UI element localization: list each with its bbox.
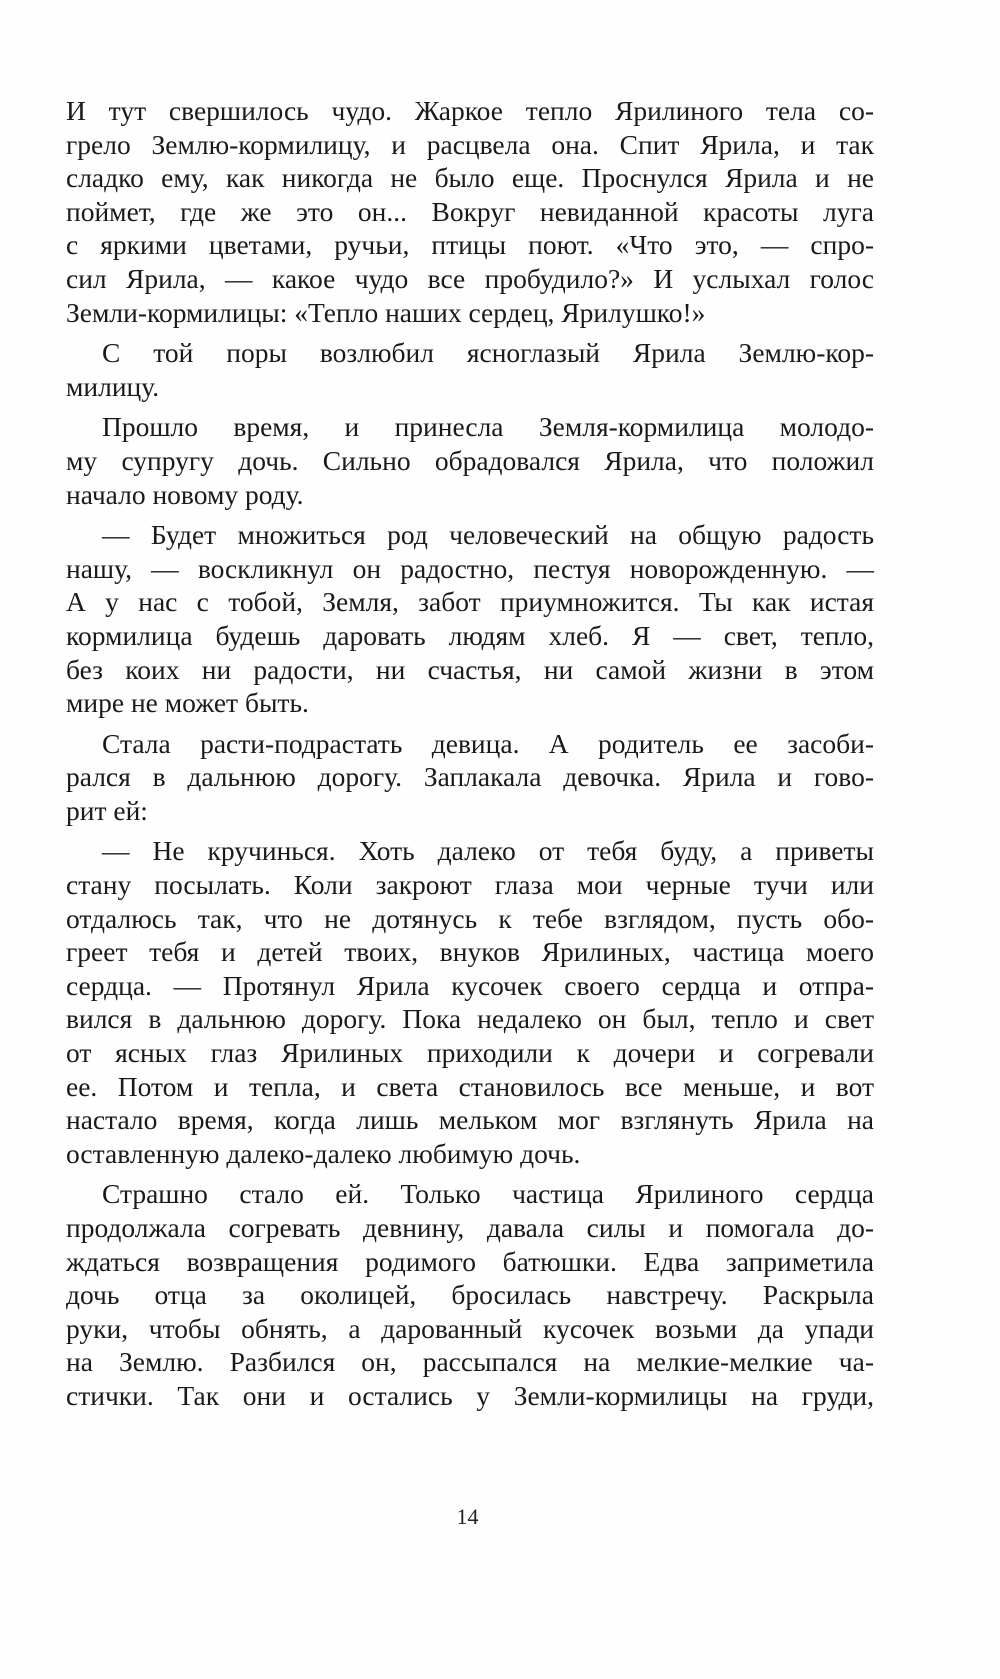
text-line: на Землю. Разбился он, рассыпался на мелкие-мелкие ча- xyxy=(66,1346,874,1378)
paragraph xyxy=(66,518,874,720)
text-line: настало время, когда лишь мельком мог взглянуть Ярила на xyxy=(66,1104,874,1136)
text-line: продолжала согревать девнину, давала силы и помогала до- xyxy=(66,1212,874,1243)
paragraph-gap xyxy=(66,329,874,336)
paragraph-gap xyxy=(66,720,874,727)
text-line: Прошло время, и принесла Земля-кормилица молодо- xyxy=(102,411,874,443)
paragraph xyxy=(66,727,874,828)
paragraph xyxy=(66,410,874,511)
paragraph xyxy=(66,834,874,1170)
text-line: сил Ярила, — какое чудо все пробудило?» И услыхал голос xyxy=(66,262,874,294)
text-line: рит ей: xyxy=(66,794,148,826)
text-line: сладко ему, как никогда не было еще. Проснулся Ярила и не xyxy=(66,162,874,194)
text-line: вился в дальнюю дорогу. Пока недалеко он был, тепло и свет xyxy=(66,1003,874,1035)
paragraph-gap xyxy=(66,511,874,518)
text-line: с яркими цветами, ручьи, птицы поют. «Что это, — спро- xyxy=(66,229,874,261)
text-line: кормилица будешь даровать людям хлеб. Я — свет, тепло, xyxy=(66,619,874,651)
text-line: дочь отца за околицей, бросилась навстречу. Раскрыла xyxy=(66,1279,874,1311)
text-line: от ясных глаз Ярилиных приходили к дочери и согревали xyxy=(66,1037,874,1069)
text-line: — Будет множиться род человеческий на общую радость xyxy=(102,519,874,551)
text-line: нашу, — воскликнул он радостно, пестуя новорожденную. — xyxy=(66,552,874,584)
text-line: ждаться возвращения родимого батюшки. Едва заприметила xyxy=(66,1245,874,1277)
text-line: Страшно стало ей. Только частица Ярилиного сердца xyxy=(102,1178,874,1210)
text-line: без коих ни радости, ни счастья, ни самой жизни в этом xyxy=(66,653,874,685)
text-line: руки, чтобы обнять, а дарованный кусочек возьми да упади xyxy=(66,1312,874,1344)
paragraph xyxy=(66,94,874,329)
text-line: отдалюсь так, что не дотянусь к тебе взглядом, пусть обо- xyxy=(66,902,874,934)
text-line: оставленную далеко-далеко любимую дочь. xyxy=(66,1137,581,1169)
text-line: Земли-кормилицы: «Тепло наших сердец, Ярилушко!» xyxy=(66,296,706,328)
paragraph xyxy=(66,336,874,403)
text-line: начало новому роду. xyxy=(66,478,304,510)
text-line: милицу. xyxy=(66,370,160,402)
page-body-text xyxy=(66,94,874,1413)
text-line: рался в дальнюю дорогу. Заплакала девочка. Ярила и гово- xyxy=(66,761,874,793)
text-line: греет тебя и детей твоих, внуков Ярилиных, частица моего xyxy=(66,936,874,968)
text-line: поймет, где же это он... Вокруг невиданной красоты луга xyxy=(66,195,874,227)
page-number: 14 xyxy=(456,1504,479,1529)
text-line: А у нас с тобой, Земля, забот приумножится. Ты как истая xyxy=(66,586,874,618)
paragraph-gap xyxy=(66,827,874,834)
text-line: сердца. — Протянул Ярила кусочек своего сердца и отпра- xyxy=(66,969,874,1001)
text-line: И тут свершилось чудо. Жаркое тепло Ярилиного тела со- xyxy=(66,95,874,126)
paragraph-gap xyxy=(66,1170,874,1177)
text-line: ее. Потом и тепла, и света становилось все меньше, и вот xyxy=(66,1070,874,1102)
paragraph xyxy=(66,1177,874,1412)
text-line: С той поры возлюбил ясноглазый Ярила Землю-кор- xyxy=(102,337,874,369)
text-line: Стала расти-подрастать девица. А родитель ее засоби- xyxy=(102,727,874,759)
text-line: стички. Так они и остались у Земли-кормилицы на груди, xyxy=(66,1379,874,1411)
text-line: — Не кручинься. Хоть далеко от тебя буду, а приветы xyxy=(102,835,874,867)
text-line: грело Землю-кормилицу, и расцвела она. Спит Ярила, и так xyxy=(66,128,874,160)
paragraph-gap xyxy=(66,403,874,410)
text-line: мире не может быть. xyxy=(66,687,309,719)
text-line: му супругу дочь. Сильно обрадовался Ярила, что положил xyxy=(66,444,874,476)
text-line: стану посылать. Коли закроют глаза мои черные тучи или xyxy=(66,869,874,901)
